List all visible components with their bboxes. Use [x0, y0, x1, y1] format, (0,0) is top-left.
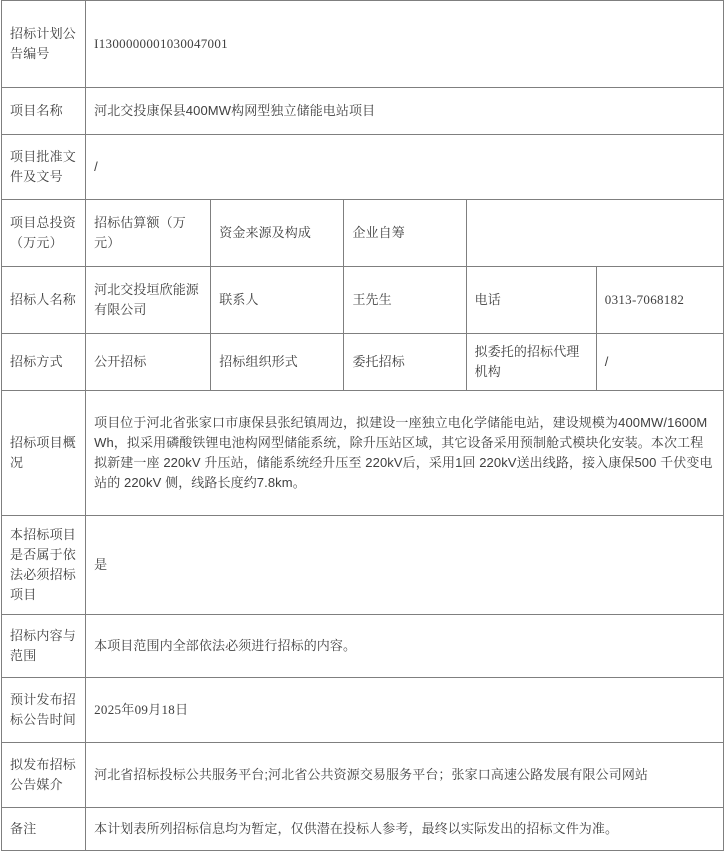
table-row-announcement-no — [2, 1, 724, 88]
label-funding-source: 资金来源及构成 — [211, 200, 344, 267]
table-row-project-name — [2, 88, 724, 135]
label-approval-doc: 项目批准文件及文号 — [2, 135, 86, 200]
value-publish-media: 河北省招标投标公共服务平台;河北省公共资源交易服务平台；张家口高速公路发展有限公司网站 — [86, 743, 724, 808]
value-organization-form: 委托招标 — [344, 334, 466, 391]
table-row-scope — [2, 615, 724, 678]
value-phone: 0313-7068182 — [596, 267, 723, 334]
label-tenderer-name: 招标人名称 — [2, 267, 86, 334]
label-estimate-amount: 招标估算额（万元） — [86, 200, 211, 267]
value-project-overview: 项目位于河北省张家口市康保县张纪镇周边，拟建设一座独立电化学储能电站，建设规模为400MW/1600MWh，拟采用磷酸铁锂电池构网型储能系统，除升压站区域，其它设备采用预制舱式模块化安装。本次工程拟新建一座 220kV 升压站，储能系统经升压至 220kV后，采用1回 220kV送出线路，接入康保500 千伏变电站的 220kV 侧，线路长度约7.8km。 — [86, 391, 724, 516]
table-row-investment — [2, 200, 724, 267]
label-phone: 电话 — [466, 267, 596, 334]
value-contact-person: 王先生 — [344, 267, 466, 334]
value-announcement-no: I1300000001030047001 — [86, 1, 724, 88]
label-project-overview: 招标项目概况 — [2, 391, 86, 516]
bidding-plan-table — [1, 0, 724, 851]
value-mandatory-bidding: 是 — [86, 516, 724, 615]
label-mandatory-bidding: 本招标项目是否属于依法必须招标项目 — [2, 516, 86, 615]
table-row-media — [2, 743, 724, 808]
value-remark: 本计划表所列招标信息均为暂定，仅供潜在投标人参考，最终以实际发出的招标文件为准。 — [86, 808, 724, 851]
label-publish-media: 拟发布招标公告媒介 — [2, 743, 86, 808]
value-investment-extra — [466, 200, 723, 267]
table-row-overview — [2, 391, 724, 516]
value-project-name: 河北交投康保县400MW构网型独立储能电站项目 — [86, 88, 724, 135]
value-publish-time: 2025年09月18日 — [86, 678, 724, 743]
value-bidding-method: 公开招标 — [86, 334, 211, 391]
value-funding-source: 企业自筹 — [344, 200, 466, 267]
label-organization-form: 招标组织形式 — [211, 334, 344, 391]
label-announcement-no: 招标计划公告编号 — [2, 1, 86, 88]
label-remark: 备注 — [2, 808, 86, 851]
label-agency: 拟委托的招标代理机构 — [466, 334, 596, 391]
value-bidding-scope: 本项目范围内全部依法必须进行招标的内容。 — [86, 615, 724, 678]
table-row-remark — [2, 808, 724, 851]
label-bidding-method: 招标方式 — [2, 334, 86, 391]
value-approval-doc: / — [86, 135, 724, 200]
label-project-name: 项目名称 — [2, 88, 86, 135]
table-row-mandatory — [2, 516, 724, 615]
label-bidding-scope: 招标内容与范围 — [2, 615, 86, 678]
label-total-investment: 项目总投资（万元） — [2, 200, 86, 267]
value-tenderer-name: 河北交投垣欣能源有限公司 — [86, 267, 211, 334]
table-row-approval-doc — [2, 135, 724, 200]
label-contact-person: 联系人 — [211, 267, 344, 334]
table-row-tenderer — [2, 267, 724, 334]
label-publish-time: 预计发布招标公告时间 — [2, 678, 86, 743]
table-row-method — [2, 334, 724, 391]
table-row-publish-time — [2, 678, 724, 743]
value-agency: / — [596, 334, 723, 391]
